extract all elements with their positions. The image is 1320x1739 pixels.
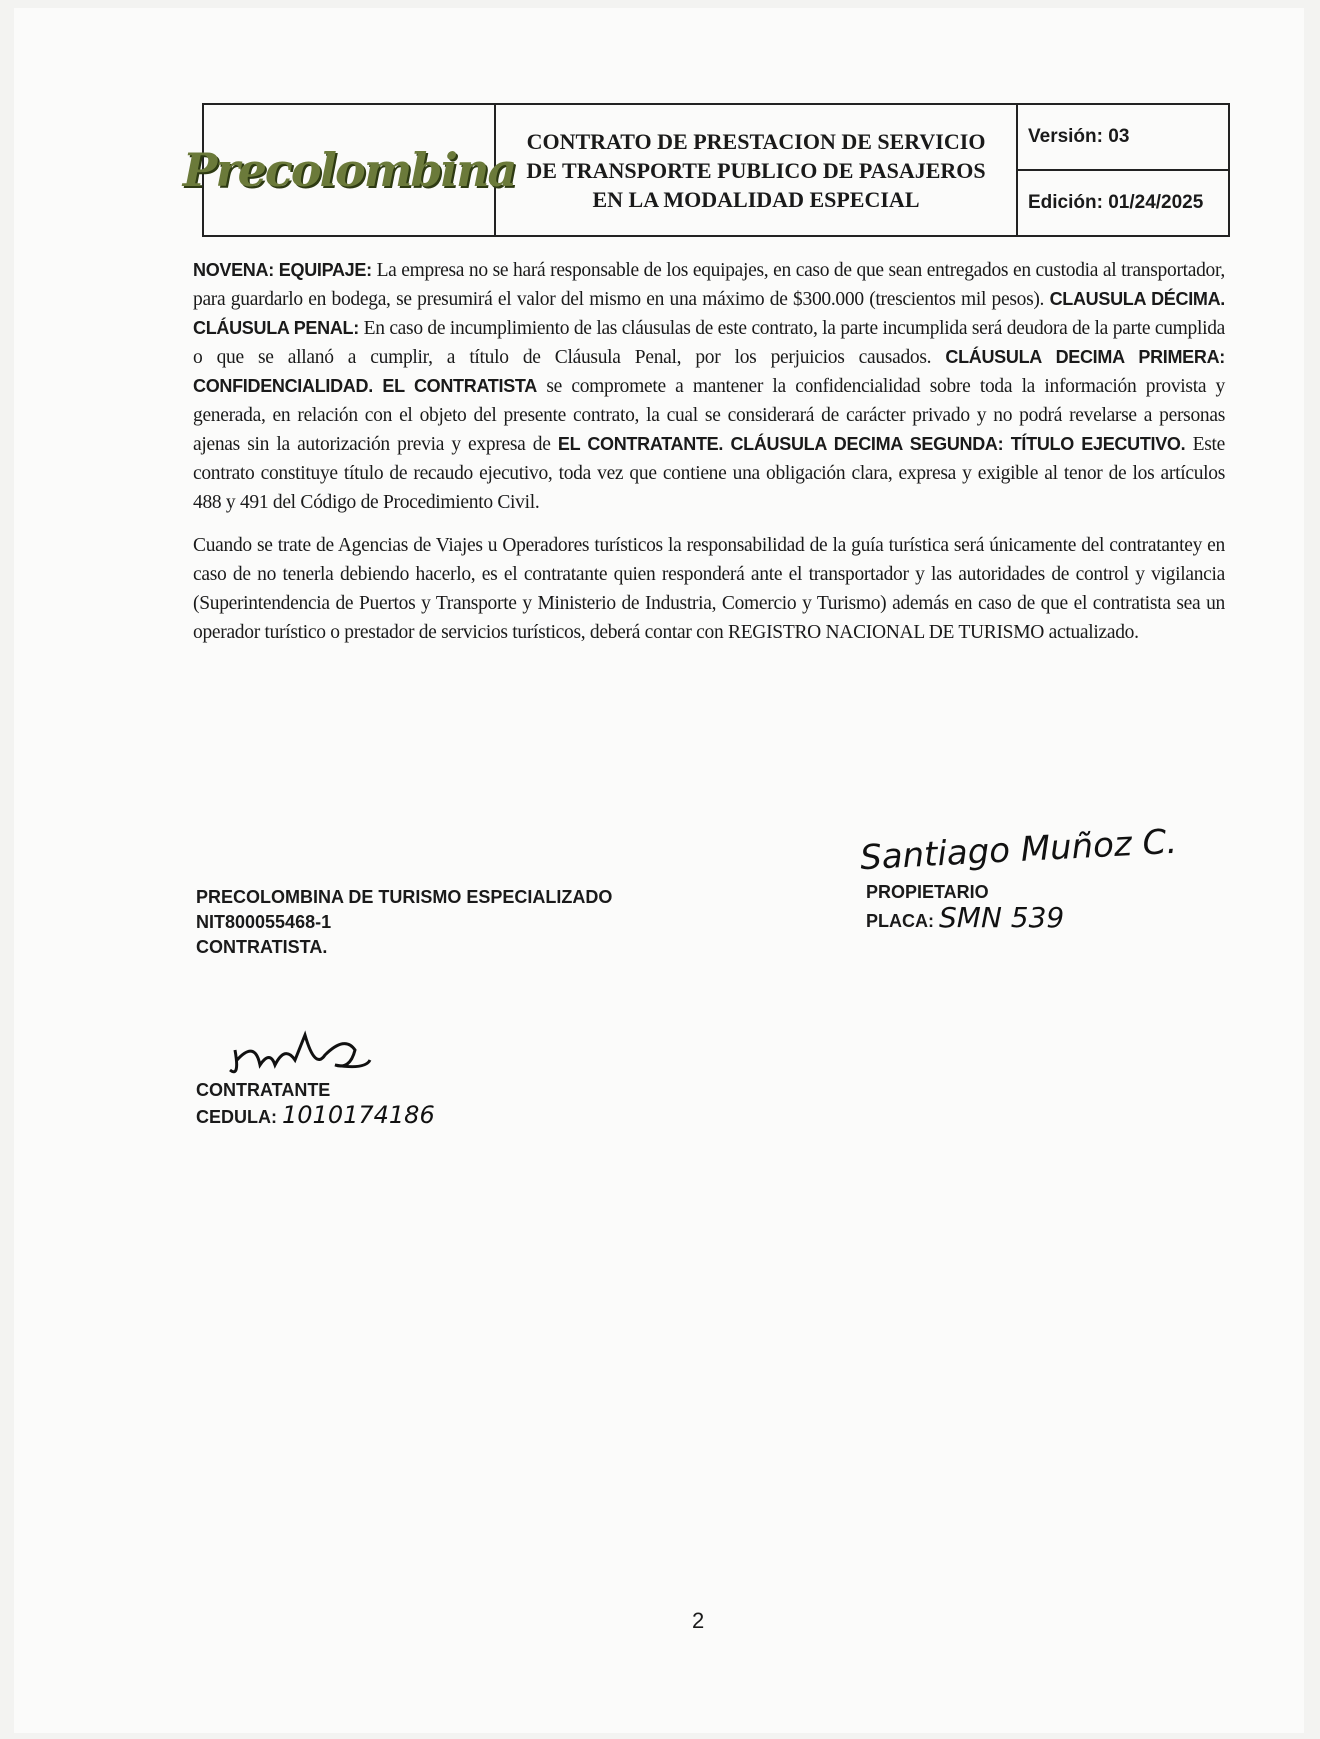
edition-label: Edición: 01/24/2025 [1028,192,1204,213]
page-number: 2 [692,1608,705,1633]
company-logo: Precolombina [204,105,496,235]
contract-body [193,256,1225,661]
clause-text: La empresa no se hará responsable de los equipajes, en caso de que sean entregados en custodia al transportador, para guardarlo en bodega, se presumirá el valor del mismo en una máximo de $300.000 (trescientos mil pesos). [193,260,1225,310]
propietario-signature: Santiago Muñoz C. [859,821,1179,879]
propietario-block: PROPIETARIO PLACA: SMN 539 [866,882,1065,934]
clause-text: se compromete a mantener la confidencialidad sobre toda la información provista y generada, en relación con el objeto del presente contrato, la cual se considerará de carácter privado y no podrá revelarse a personas ajenas sin la autorización previa y expresa de [193,376,1225,455]
clause-heading: CLAUSULA DÉCIMA. CLÁUSULA PENAL: [193,289,1225,338]
clause-text: Este contrato constituye título de recaudo ejecutivo, toda vez que contiene una obligación clara, expresa y exigible al tenor de los artículos 488 y 491 del Código de Procedimiento Civil. [193,434,1225,513]
clause-text: En caso de incumplimiento de las cláusulas de este contrato, la parte incumplida será deudora de la parte cumplida o que se allanó a cumplir, a título de Cláusula Penal, por los perjuicios causados. [193,318,1225,368]
placa-value: SMN 539 [939,901,1065,934]
clause-heading: NOVENA: EQUIPAJE: [193,260,372,280]
contratante-signature [225,1030,375,1080]
clause-heading: CLÁUSULA DECIMA PRIMERA: CONFIDENCIALIDAD. EL CONTRATISTA [193,347,1225,396]
cedula-value: 1010174186 [282,1101,435,1129]
document-title: CONTRATO DE PRESTACION DE SERVICIO DE TRANSPORTE PUBLICO DE PASAJEROS EN LA MODALIDAD ESPECIAL [496,105,1018,235]
version-label: Versión: 03 [1018,105,1228,171]
document-meta [1018,105,1228,235]
document-header [182,103,1230,237]
contratante-block: CONTRATANTE CEDULA: 1010174186 [196,1080,435,1129]
contratista-block: PRECOLOMBINA DE TURISMO ESPECIALIZADO NIT800055468-1 CONTRATISTA. [196,887,613,957]
paragraph [193,531,1225,647]
paragraph [193,256,1225,517]
clause-heading: EL CONTRATANTE. CLÁUSULA DECIMA SEGUNDA: TÍTULO EJECUTIVO. [557,434,1186,454]
clause-text: Cuando se trate de Agencias de Viajes u Operadores turísticos la responsabilidad de la guía turística será únicamente del contratantey en caso de no tenerla debiendo hacerlo, es el contratante quien responderá ante el transportador y las autoridades de control y vigilancia (Superintendencia de Puertos y Transporte y Ministerio de Industria, Comercio y Turismo) además en caso de que el contratista sea un operador turístico o prestador de servicios turísticos, deberá contar con REGISTRO NACIONAL DE TURISMO actualizado. [193,535,1225,643]
